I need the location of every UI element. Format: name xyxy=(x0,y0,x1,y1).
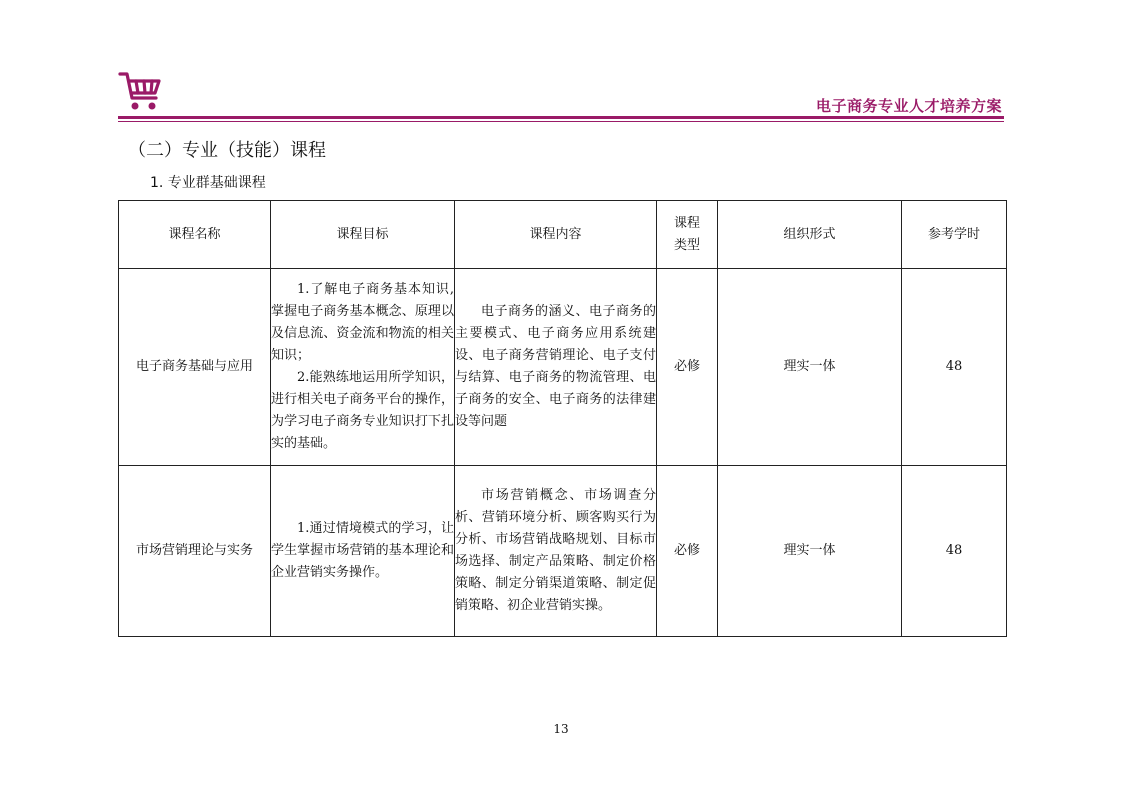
header-course-goals: 课程目标 xyxy=(271,201,455,269)
header-reference-hours: 参考学时 xyxy=(902,201,1007,269)
sub-section-title: 1. 专业群基础课程 xyxy=(150,175,266,191)
organization-format-cell: 理实一体 xyxy=(718,466,902,637)
header-course-content: 课程内容 xyxy=(455,201,657,269)
document-header-title: 电子商务专业人才培养方案 xyxy=(815,97,1002,115)
section-title: （二）专业（技能）课程 xyxy=(128,140,326,161)
table-header-row xyxy=(119,201,1007,269)
course-content-cell xyxy=(455,269,657,466)
course-goal-item: 1.了解电子商务基本知识,掌握电子商务基本概念、原理以及信息流、资金流和物流的相关知识； xyxy=(271,282,454,363)
course-goal-item: 2.能熟练地运用所学知识，进行相关电子商务平台的操作，为学习电子商务专业知识打下扎实的基础。 xyxy=(271,370,454,451)
course-content-cell xyxy=(455,466,657,637)
course-content-text: 市场营销概念、市场调查分析、营销环境分析、顾客购买行为分析、市场营销战略规划、目标市场选择、制定产品策略、制定价格策略、制定分销渠道策略、制定促销策略、初企业营销实操。 xyxy=(455,488,656,613)
course-goals-cell xyxy=(271,466,455,637)
course-goal-item: 1.通过情境模式的学习，让学生掌握市场营销的基本理论和企业营销实务操作。 xyxy=(271,521,454,580)
course-name-cell: 市场营销理论与实务 xyxy=(119,466,271,637)
course-table xyxy=(118,200,1007,637)
course-type-cell: 必修 xyxy=(657,466,718,637)
course-goals-cell xyxy=(271,269,455,466)
header-organization-format: 组织形式 xyxy=(718,201,902,269)
header-rule-thin xyxy=(118,121,1004,122)
organization-format-cell: 理实一体 xyxy=(718,269,902,466)
header-rule-thick xyxy=(118,116,1004,119)
page-number: 13 xyxy=(553,722,569,736)
reference-hours-cell: 48 xyxy=(902,269,1007,466)
table-row xyxy=(119,466,1007,637)
header-course-type: 课程类型 xyxy=(657,201,718,269)
course-name-cell: 电子商务基础与应用 xyxy=(119,269,271,466)
header-course-name: 课程名称 xyxy=(119,201,271,269)
reference-hours-cell: 48 xyxy=(902,466,1007,637)
shopping-cart-icon xyxy=(118,70,162,112)
course-content-text: 电子商务的涵义、电子商务的主要模式、电子商务应用系统建设、电子商务营销理论、电子支付与结算、电子商务的物流管理、电子商务的安全、电子商务的法律建设等问题 xyxy=(455,304,656,429)
course-type-cell: 必修 xyxy=(657,269,718,466)
table-row xyxy=(119,269,1007,466)
